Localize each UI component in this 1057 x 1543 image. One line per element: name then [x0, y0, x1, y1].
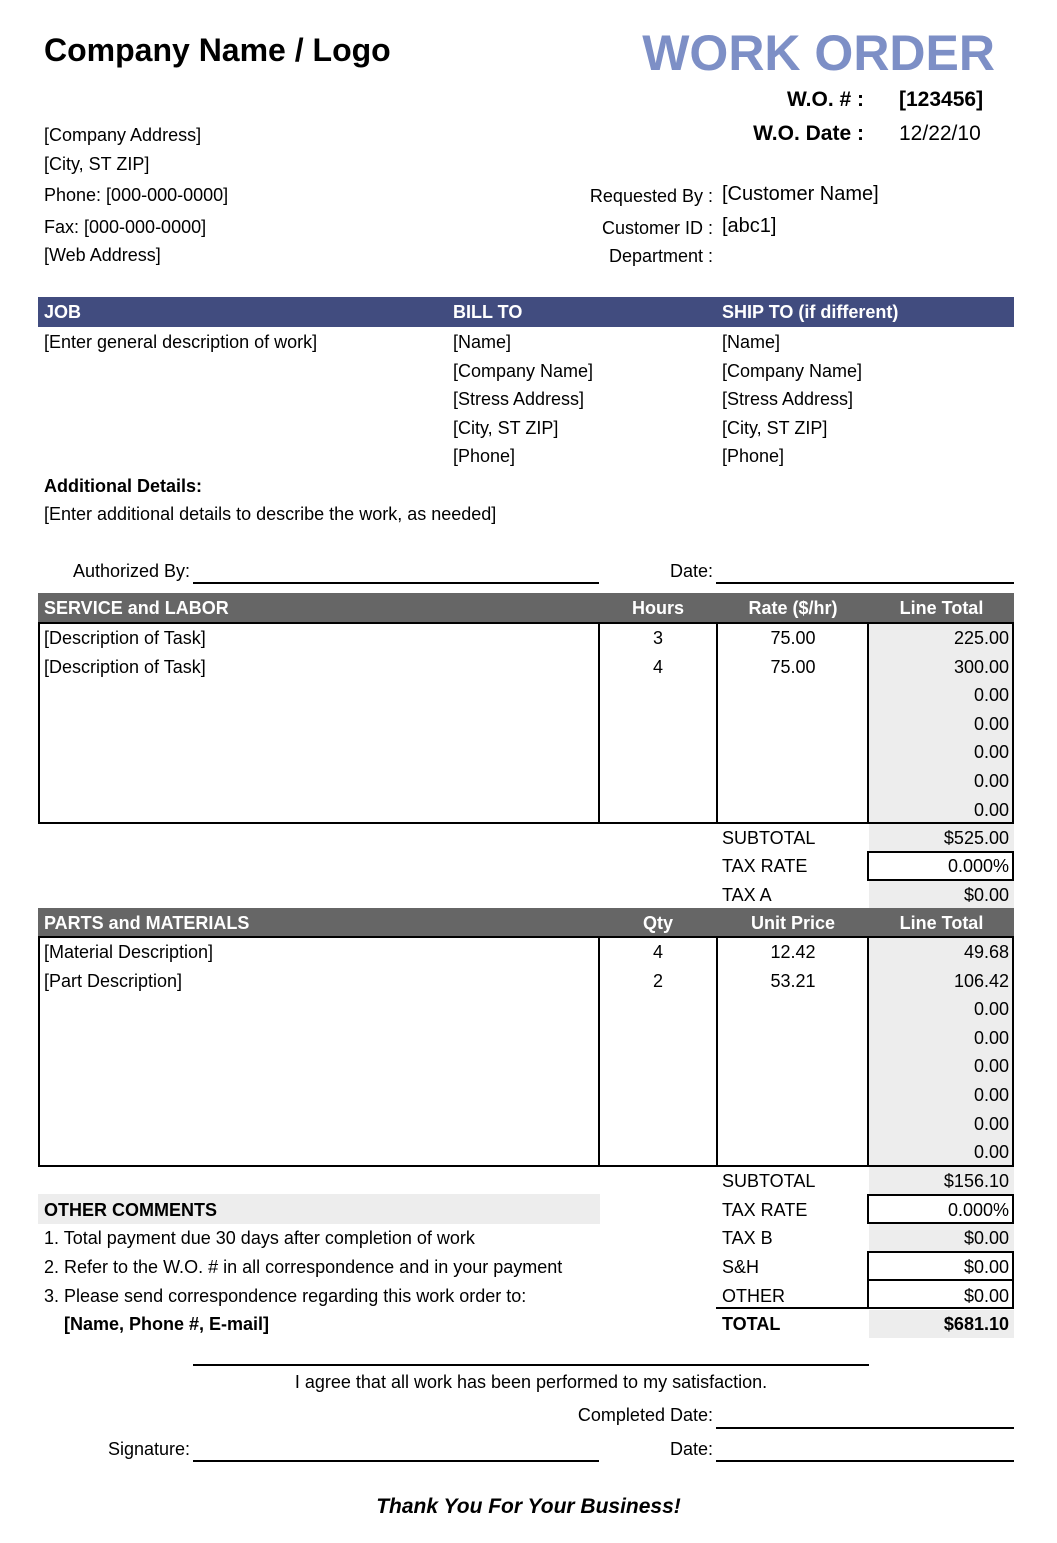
comment-line-1: 1. Total payment due 30 days after completion of work [44, 1228, 475, 1248]
signature-date-label: Date: [669, 1439, 713, 1459]
ship-to-phone: [Phone] [722, 446, 785, 466]
parts-row-total[interactable]: 0.00 [973, 1056, 1009, 1076]
comment-contact: [Name, Phone #, E-mail] [64, 1314, 270, 1334]
job-header: JOB [44, 302, 82, 322]
signature-date-line[interactable] [716, 1460, 1014, 1462]
service-header-bar [38, 593, 1014, 623]
wo-date-label: W.O. Date : [753, 122, 864, 145]
parts-header-price: Unit Price [750, 913, 836, 933]
parts-row-total[interactable]: 0.00 [973, 1085, 1009, 1105]
other-value[interactable]: $0.00 [963, 1286, 1009, 1306]
service-subtotal-value: $525.00 [943, 828, 1009, 848]
bill-to-name: [Name] [453, 332, 512, 352]
parts-row-total[interactable]: 49.68 [963, 942, 1009, 962]
company-phone: Phone: [000-000-0000] [44, 185, 229, 205]
page-title: WORK ORDER [642, 25, 995, 81]
service-tax-value: $0.00 [963, 885, 1009, 905]
signature-label: Signature: [107, 1439, 190, 1459]
comments-title: OTHER COMMENTS [44, 1200, 217, 1220]
service-divider [867, 622, 869, 824]
company-address: [Company Address] [44, 125, 202, 145]
bill-to-city: [City, ST ZIP] [453, 418, 559, 438]
service-tax-label: TAX A [722, 885, 772, 905]
service-row-rate[interactable]: 75.00 [770, 657, 816, 677]
parts-row-desc[interactable]: [Material Description] [44, 942, 214, 962]
agreement-text: I agree that all work has been performed to my satisfaction. [294, 1372, 768, 1392]
parts-header-total: Line Total [899, 913, 984, 933]
service-row-desc[interactable]: [Description of Task] [44, 657, 206, 677]
additional-details-text[interactable]: [Enter additional details to describe the work, as needed] [44, 504, 497, 524]
service-row-total[interactable]: 0.00 [973, 685, 1009, 705]
ship-to-header: SHIP TO (if different) [722, 302, 899, 322]
wo-number-value: [123456] [899, 88, 984, 111]
ship-to-city: [City, ST ZIP] [722, 418, 828, 438]
service-row-desc[interactable]: [Description of Task] [44, 628, 206, 648]
additional-details-label: Additional Details: [44, 476, 203, 496]
sh-value[interactable]: $0.00 [963, 1257, 1009, 1277]
parts-subtotal-label: SUBTOTAL [722, 1171, 816, 1191]
parts-row-price[interactable]: 12.42 [770, 942, 816, 962]
parts-row-desc[interactable]: [Part Description] [44, 971, 183, 991]
other-label: OTHER [722, 1286, 785, 1306]
bill-to-street: [Stress Address] [453, 389, 585, 409]
service-subtotal-label: SUBTOTAL [722, 828, 816, 848]
parts-tax-value: $0.00 [963, 1228, 1009, 1248]
bill-to-phone: [Phone] [453, 446, 516, 466]
total-value: $681.10 [943, 1314, 1009, 1334]
authorized-by-label: Authorized By: [72, 561, 190, 581]
company-fax: Fax: [000-000-0000] [44, 217, 207, 237]
service-row-total[interactable]: 0.00 [973, 714, 1009, 734]
sh-label: S&H [722, 1257, 760, 1277]
bill-to-header: BILL TO [453, 302, 523, 322]
comment-line-3: 3. Please send correspondence regarding this work order to: [44, 1286, 527, 1306]
thank-you-message: Thank You For Your Business! [376, 1495, 681, 1518]
parts-row-total[interactable]: 106.42 [953, 971, 1009, 991]
department-label: Department : [608, 246, 713, 266]
agreement-line[interactable] [193, 1364, 869, 1366]
total-label: TOTAL [722, 1314, 781, 1334]
authorized-date-line[interactable] [716, 582, 1014, 584]
parts-row-total[interactable]: 0.00 [973, 1114, 1009, 1134]
completed-date-line[interactable] [716, 1427, 1014, 1429]
service-row-hours[interactable]: 3 [652, 628, 663, 648]
parts-row-total[interactable]: 0.00 [973, 1028, 1009, 1048]
parts-header-bar [38, 908, 1014, 938]
service-header-total: Line Total [899, 598, 984, 618]
authorized-by-line[interactable] [193, 582, 599, 584]
bill-to-company: [Company Name] [453, 361, 594, 381]
service-header-hours: Hours [631, 598, 684, 618]
requested-by-label: Requested By : [589, 186, 713, 206]
service-row-total[interactable]: 0.00 [973, 742, 1009, 762]
wo-number-label: W.O. # : [786, 88, 864, 111]
requested-by-value[interactable]: [Customer Name] [722, 183, 879, 205]
service-row-rate[interactable]: 75.00 [770, 628, 816, 648]
customer-id-value[interactable]: [abc1] [722, 215, 777, 237]
company-city: [City, ST ZIP] [44, 154, 150, 174]
service-row-total[interactable]: 300.00 [953, 657, 1009, 677]
service-row-total[interactable]: 0.00 [973, 800, 1009, 820]
service-row-total[interactable]: 225.00 [953, 628, 1009, 648]
parts-tax-label: TAX B [722, 1228, 773, 1248]
company-name: Company Name / Logo [44, 32, 391, 68]
parts-taxrate-label: TAX RATE [722, 1200, 808, 1220]
signature-line[interactable] [193, 1460, 599, 1462]
service-divider [716, 622, 718, 824]
parts-row-total[interactable]: 0.00 [973, 999, 1009, 1019]
parts-row-qty[interactable]: 2 [652, 971, 663, 991]
service-taxrate-value[interactable]: 0.000% [947, 856, 1009, 876]
service-row-hours[interactable]: 4 [652, 657, 663, 677]
customer-id-label: Customer ID : [601, 218, 713, 238]
ship-to-street: [Stress Address] [722, 389, 854, 409]
ship-to-name: [Name] [722, 332, 781, 352]
parts-taxrate-value[interactable]: 0.000% [947, 1200, 1009, 1220]
service-header-rate: Rate ($/hr) [748, 598, 838, 618]
comment-line-2: 2. Refer to the W.O. # in all correspondence and in your payment [44, 1257, 563, 1277]
parts-header-desc: PARTS and MATERIALS [44, 913, 250, 933]
ship-to-company: [Company Name] [722, 361, 863, 381]
parts-header-qty: Qty [642, 913, 673, 933]
service-header-desc: SERVICE and LABOR [44, 598, 229, 618]
service-row-total[interactable]: 0.00 [973, 771, 1009, 791]
completed-date-label: Completed Date: [577, 1405, 713, 1425]
service-taxrate-label: TAX RATE [722, 856, 808, 876]
total-rule [716, 1307, 868, 1309]
parts-row-total[interactable]: 0.00 [973, 1142, 1009, 1162]
job-header-bar [38, 297, 1014, 327]
parts-subtotal-value: $156.10 [943, 1171, 1009, 1191]
parts-row-qty[interactable]: 4 [652, 942, 663, 962]
company-web: [Web Address] [44, 245, 161, 265]
wo-date-value: 12/22/10 [899, 122, 981, 145]
parts-row-price[interactable]: 53.21 [770, 971, 816, 991]
service-divider [598, 622, 600, 824]
authorized-date-label: Date: [669, 561, 713, 581]
job-description[interactable]: [Enter general description of work] [44, 332, 318, 352]
